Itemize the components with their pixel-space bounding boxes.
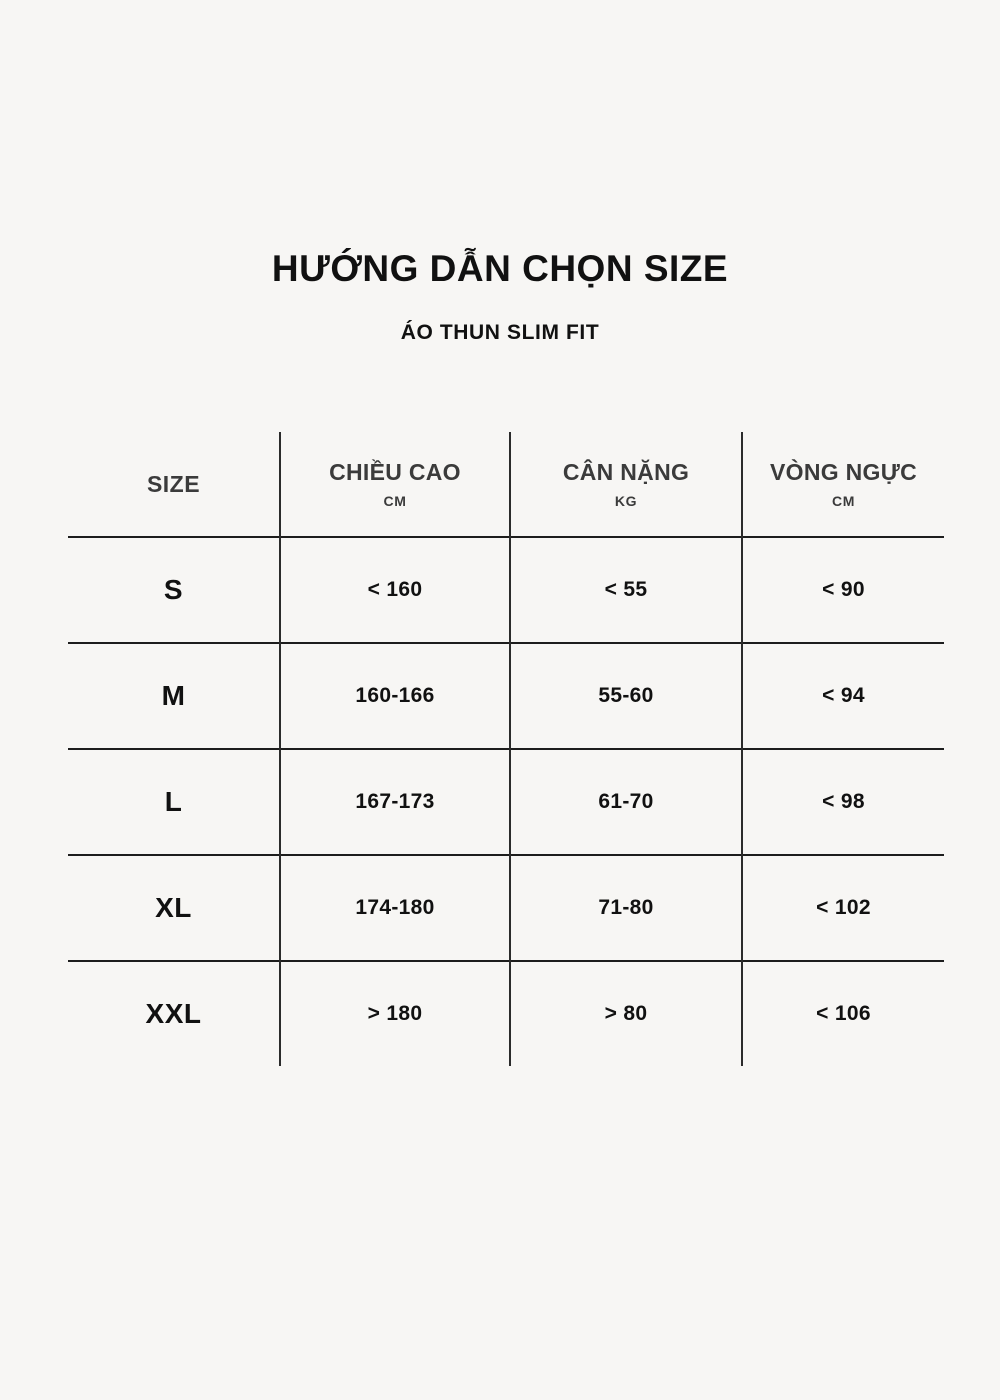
table-row [68,749,944,855]
cell-chest: < 98 [742,749,944,855]
column-header-weight-unit: KG [614,493,638,510]
size-table-head [68,432,944,537]
column-header-chest-label: VÒNG NGỰC [769,458,917,485]
column-header-height [280,432,510,537]
column-header-chest [742,432,944,537]
cell-weight: > 80 [510,961,742,1066]
table-row [68,537,944,643]
page-subtitle: ÁO THUN SLIM FIT [400,320,600,344]
cell-size: S [163,574,184,605]
cell-chest: < 106 [742,961,944,1066]
cell-weight: 61-70 [510,749,742,855]
cell-height: < 160 [280,537,510,643]
cell-weight: 55-60 [510,643,742,749]
table-row [68,961,944,1066]
cell-height: > 180 [280,961,510,1066]
cell-height: 160-166 [280,643,510,749]
column-header-weight-label: CÂN NẶNG [562,458,690,485]
cell-weight: 71-80 [510,855,742,961]
size-table [68,432,944,1066]
cell-height: 167-173 [280,749,510,855]
column-header-size: SIZE [146,470,201,497]
cell-height: 174-180 [280,855,510,961]
column-header-height-unit: CM [383,493,407,510]
table-row [68,643,944,749]
title-block [0,248,1000,345]
table-row [68,855,944,961]
column-header-chest-unit: CM [832,493,855,510]
cell-size: L [164,786,183,817]
cell-chest: < 90 [742,537,944,643]
size-table-body [68,537,944,1066]
cell-chest: < 102 [742,855,944,961]
cell-size: XL [155,892,192,923]
page-title: HƯỚNG DẪN CHỌN SIZE [271,248,729,289]
cell-chest: < 94 [742,643,944,749]
column-header-weight [510,432,742,537]
column-header-height-label: CHIỀU CAO [329,458,461,485]
cell-size: M [161,680,186,711]
cell-weight: < 55 [510,537,742,643]
table-header-row [68,432,944,537]
size-table-container [68,432,944,1066]
cell-size: XXL [145,998,202,1029]
